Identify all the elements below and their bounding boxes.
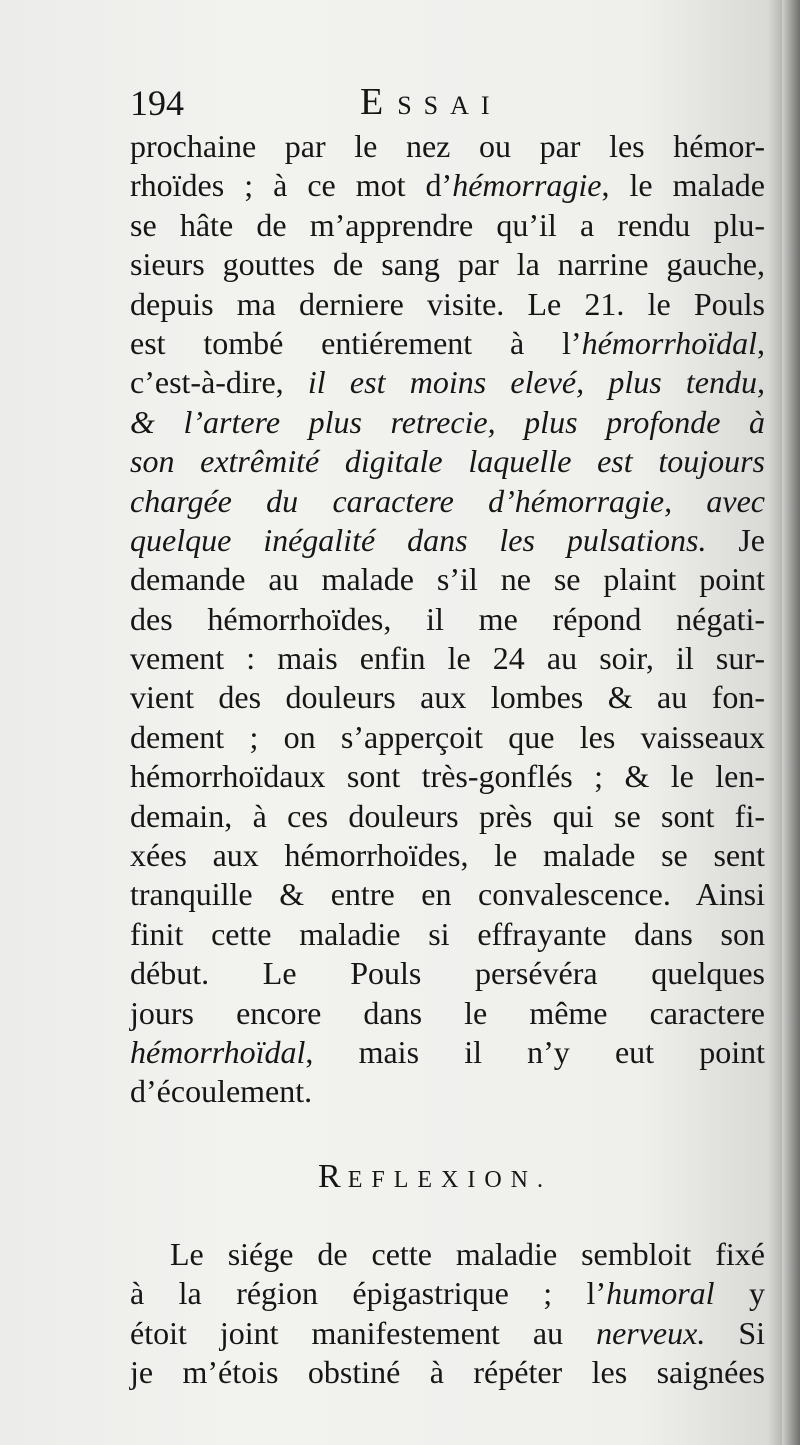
text-line bbox=[130, 875, 765, 914]
text-run: , le malade bbox=[601, 167, 766, 204]
text-run: depuis ma derniere visite. Le 21. le Pouls bbox=[130, 285, 765, 322]
text-line bbox=[130, 797, 765, 836]
text-line bbox=[130, 836, 765, 875]
text-run: Je bbox=[706, 521, 766, 558]
text-run: hémorrhoïdaux sont très-gonflés ; & le len- bbox=[130, 758, 765, 795]
text-line bbox=[130, 324, 765, 363]
text-run: vient des douleurs aux lombes & au fon- bbox=[130, 679, 765, 716]
text-line bbox=[130, 915, 765, 954]
text-line bbox=[130, 954, 765, 993]
text-line bbox=[130, 718, 765, 757]
text-line bbox=[130, 678, 765, 717]
italic-run: il est moins elevé, plus tendu, bbox=[307, 364, 765, 401]
text-run: sieurs gouttes de sang par la narrine gauche, bbox=[130, 246, 765, 283]
text-line bbox=[130, 560, 765, 599]
section-heading-initial: R bbox=[318, 1158, 348, 1195]
text-line bbox=[130, 1072, 765, 1111]
text-line bbox=[130, 600, 765, 639]
running-head-rest: SSAI bbox=[397, 91, 502, 120]
text-run: d’écoulement. bbox=[130, 1073, 313, 1110]
text-line bbox=[130, 166, 765, 205]
section-heading-rest: EFLEXION. bbox=[347, 1167, 553, 1193]
italic-run: nerveux. bbox=[596, 1314, 706, 1351]
text-run: finit cette maladie si effrayante dans son bbox=[130, 915, 765, 952]
section-heading bbox=[318, 1158, 552, 1196]
text-line bbox=[130, 521, 765, 560]
paragraph-continued bbox=[130, 127, 765, 1112]
text-run: demain, à ces douleurs près qui se sont fi- bbox=[130, 797, 765, 834]
text-run: étoit joint manifestement au bbox=[130, 1314, 597, 1351]
text-run: , bbox=[757, 324, 765, 361]
page-edge bbox=[782, 0, 800, 1445]
text-run: je m’étois obstiné à répéter les saignées bbox=[130, 1354, 765, 1391]
text-line bbox=[130, 757, 765, 796]
text-line bbox=[130, 206, 765, 245]
text-line bbox=[130, 1353, 765, 1392]
text-run: Le siége de cette maladie sembloit fixé bbox=[170, 1236, 765, 1272]
text-line bbox=[130, 1314, 765, 1353]
italic-run: & l’artere plus retrecie, plus profonde à bbox=[130, 403, 765, 440]
italic-run: hémorrhoïdal bbox=[130, 1033, 306, 1070]
text-line bbox=[130, 994, 765, 1033]
paragraph-reflexion bbox=[130, 1235, 765, 1393]
text-line bbox=[130, 1274, 765, 1313]
text-line bbox=[130, 442, 765, 481]
text-run: , mais il n’y eut point bbox=[305, 1033, 765, 1070]
text-line bbox=[130, 639, 765, 678]
italic-run: humoral bbox=[606, 1275, 715, 1312]
text-run: jours encore dans le même caractere bbox=[130, 994, 765, 1031]
text-run: Si bbox=[705, 1314, 765, 1351]
text-run: prochaine par le nez ou par les hémor- bbox=[130, 128, 765, 164]
text-run: rhoïdes ; à ce mot d’ bbox=[130, 167, 453, 204]
text-run: des hémorrhoïdes, il me répond négati- bbox=[130, 600, 765, 637]
text-line bbox=[130, 285, 765, 324]
text-run: dement ; on s’apperçoit que les vaisseaux bbox=[130, 718, 765, 755]
text-run: demande au malade s’il ne se plaint point bbox=[130, 561, 765, 598]
text-run: début. Le Pouls persévéra quelques bbox=[130, 955, 765, 992]
text-line bbox=[130, 363, 765, 402]
italic-run: chargée du caractere d’hémorragie, avec bbox=[130, 482, 765, 519]
italic-run: hémorrhoïdal bbox=[581, 324, 757, 361]
text-line bbox=[130, 403, 765, 442]
text-run: c’est-à-dire, bbox=[130, 364, 308, 401]
text-run: se hâte de m’apprendre qu’il a rendu plu- bbox=[130, 206, 765, 243]
running-head-initial: E bbox=[360, 81, 398, 123]
text-line bbox=[130, 1033, 765, 1072]
italic-run: hémorragie bbox=[452, 167, 602, 204]
text-line bbox=[130, 245, 765, 284]
page-number: 194 bbox=[130, 83, 184, 123]
text-run: vement : mais enfin le 24 au soir, il sur- bbox=[130, 640, 765, 677]
text-line bbox=[130, 1235, 765, 1274]
text-run: est tombé entiérement à l’ bbox=[130, 324, 582, 361]
text-run: à la région épigastrique ; l’ bbox=[130, 1275, 607, 1312]
text-run: y bbox=[714, 1275, 766, 1312]
text-run: tranquille & entre en convalescence. Ainsi bbox=[130, 876, 765, 913]
italic-run: quelque inégalité dans les pulsations. bbox=[130, 521, 707, 558]
text-line bbox=[130, 127, 765, 166]
running-head bbox=[360, 80, 502, 124]
italic-run: son extrêmité digitale laquelle est toujours bbox=[130, 443, 765, 480]
text-run: xées aux hémorrhoïdes, le malade se sent bbox=[130, 837, 765, 874]
text-line bbox=[130, 482, 765, 521]
